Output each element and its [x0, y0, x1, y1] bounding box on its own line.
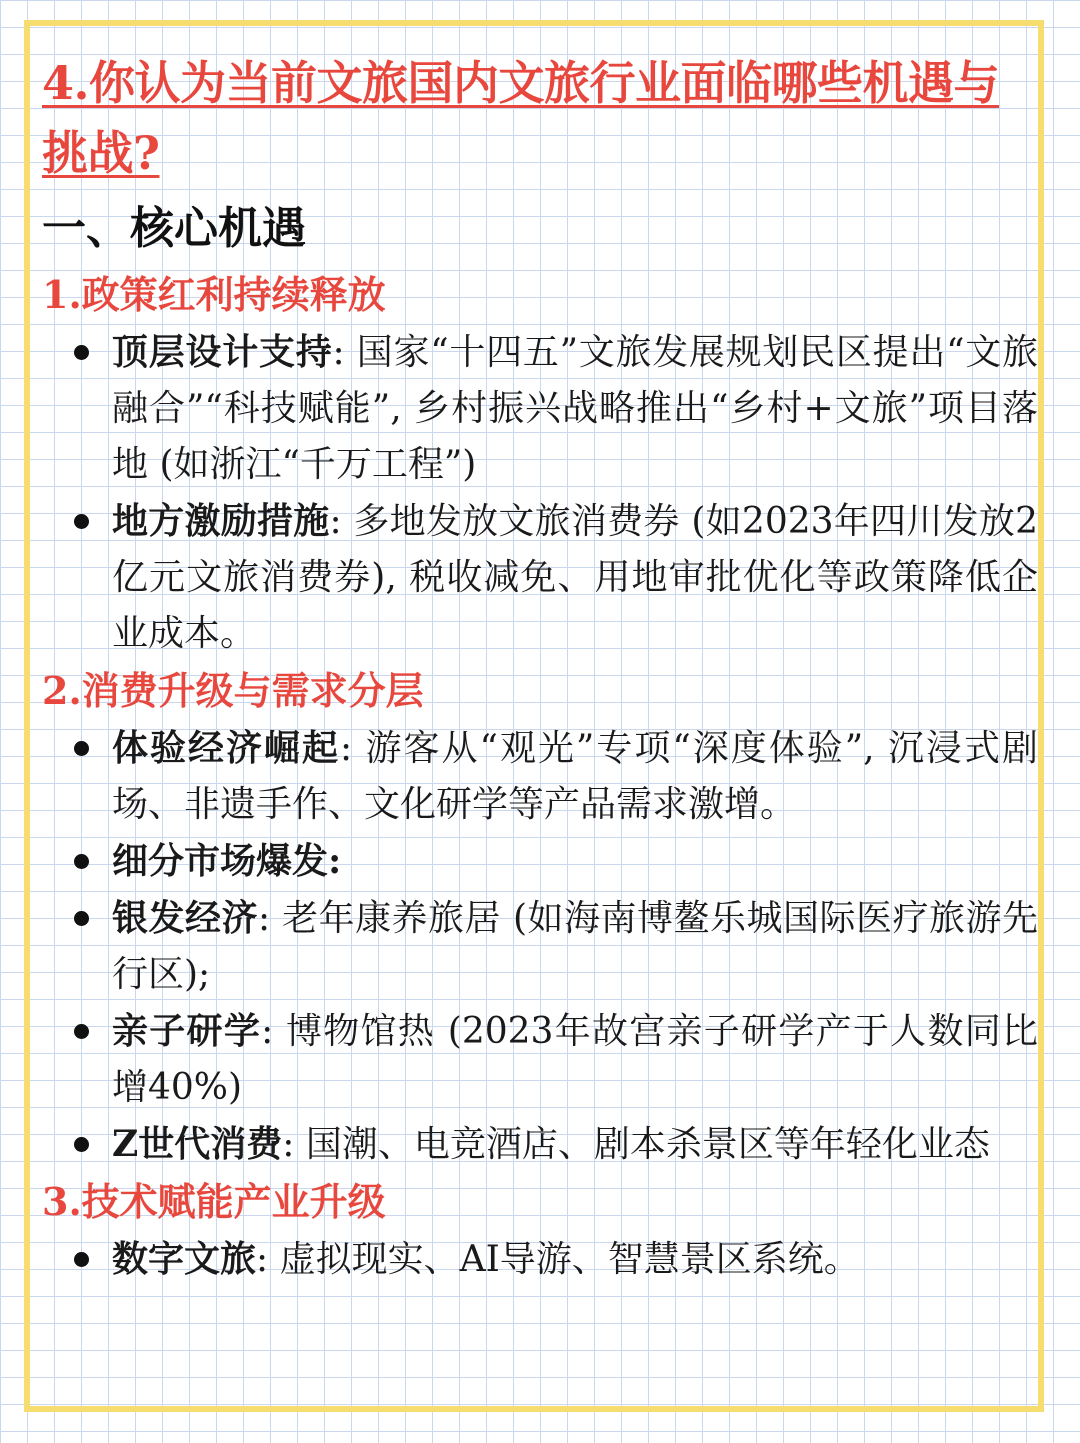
- group-technology: [42, 1173, 1042, 1288]
- bullet-dot-icon: [74, 1024, 89, 1039]
- group-policy: [42, 266, 1042, 662]
- note-content: [42, 48, 1042, 1288]
- item-term: 亲子研学: [112, 1010, 262, 1052]
- list-item: [42, 493, 1038, 662]
- bullet-dot-icon: [74, 1137, 89, 1152]
- bullet-dot-icon: [74, 514, 89, 529]
- group-heading: 1.政策红利持续释放: [42, 272, 386, 317]
- item-term: Z世代消费: [112, 1123, 283, 1165]
- item-text: : 游客从“观光”专项“深度体验”, 沉浸式剧场、非遗手作、文化研学等产品需求激增。: [112, 728, 1038, 825]
- item-text: : 多地发放文旅消费券 (如2023年四川发放2亿元文旅消费券), 税收减免、用地审批优化等政策降低企业成本。: [112, 501, 1038, 654]
- item-term: 体验经济崛起: [112, 727, 340, 769]
- item-term: 顶层设计支持: [112, 331, 333, 373]
- list-item: [42, 1116, 1038, 1173]
- bullet-list: [42, 720, 1042, 1173]
- question-title: 4.你认为当前文旅国内文旅行业面临哪些机遇与挑战?: [42, 56, 1000, 180]
- list-item: [42, 324, 1038, 493]
- item-text: : 博物馆热 (2023年故宫亲子研学产于人数同比增40%): [112, 1011, 1038, 1108]
- group-consumption: [42, 662, 1042, 1173]
- item-term: 银发经济: [112, 897, 258, 939]
- item-text: : 虚拟现实、AI导游、智慧景区系统。: [256, 1239, 860, 1280]
- item-text: : 老年康养旅居 (如海南博鳌乐城国际医疗旅游先行区);: [112, 898, 1038, 995]
- item-term: 细分市场爆发: [112, 840, 329, 882]
- item-text: : 国潮、电竞酒店、剧本杀景区等年轻化业态: [282, 1124, 990, 1165]
- section-title: 一、核心机遇: [42, 203, 306, 254]
- bullet-list: [42, 324, 1042, 662]
- group-heading: 3.技术赋能产业升级: [42, 1179, 386, 1224]
- item-term: 数字文旅: [112, 1238, 257, 1280]
- bullet-dot-icon: [74, 854, 89, 869]
- bullet-list: [42, 1231, 1042, 1288]
- list-item: [42, 1231, 1038, 1288]
- bullet-dot-icon: [74, 911, 89, 926]
- list-item: [42, 1003, 1038, 1116]
- bullet-dot-icon: [74, 345, 89, 360]
- list-item: [42, 720, 1038, 833]
- group-heading: 2.消费升级与需求分层: [42, 668, 424, 713]
- item-text: :: [328, 840, 342, 882]
- item-text: : 国家“十四五”文旅发展规划民区提出“文旅融合”“科技赋能”, 乡村振兴战略推出“乡村+文旅”项目落地 (如浙江“千万工程”): [112, 332, 1038, 485]
- item-term: 地方激励措施: [112, 500, 330, 542]
- bullet-dot-icon: [74, 1252, 89, 1267]
- list-item: [42, 890, 1038, 1003]
- bullet-dot-icon: [74, 741, 89, 756]
- list-item: [42, 833, 1038, 890]
